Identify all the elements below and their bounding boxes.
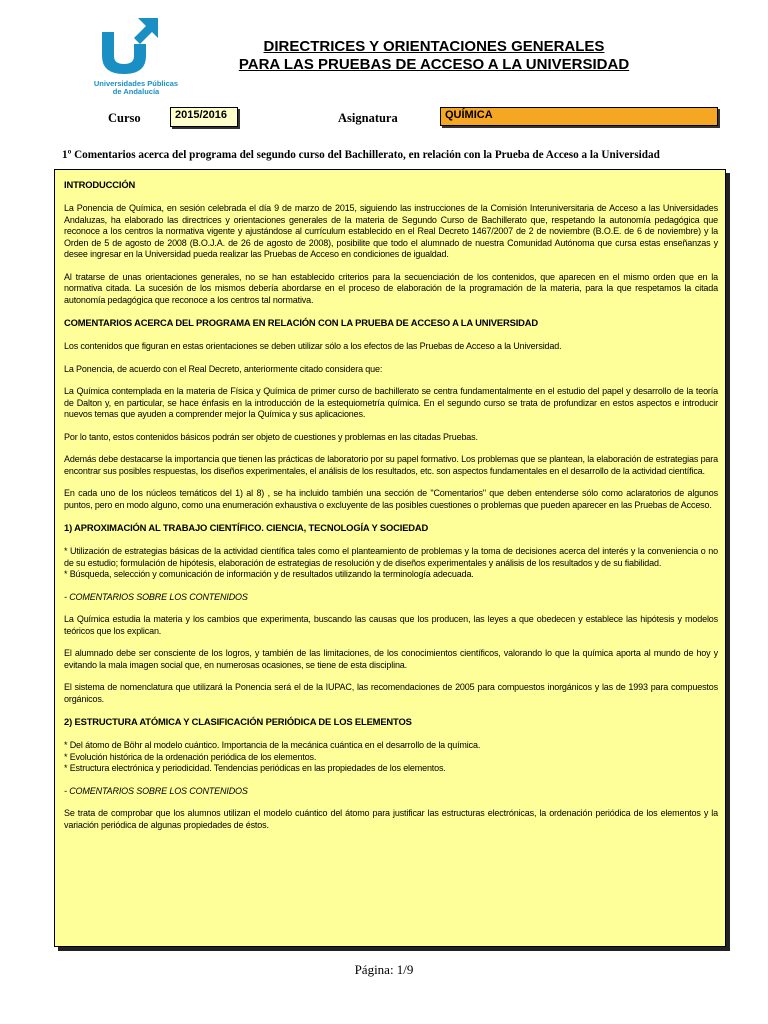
content-heading: COMENTARIOS ACERCA DEL PROGRAMA EN RELACIÓN CON LA PRUEBA DE ACCESO A LA UNIVERSIDAD <box>64 317 539 328</box>
title-line-2: PARA LAS PRUEBAS DE ACCESO A LA UNIVERSIDAD <box>238 56 630 73</box>
content-heading: 2) ESTRUCTURA ATÓMICA Y CLASIFICACIÓN PERIÓDICA DE LOS ELEMENTOS <box>64 716 412 727</box>
content-paragraph: El alumnado debe ser consciente de los logros, y también de las limitaciones, de los conocimientos científicos, valorando lo que la química aporta al mundo de hoy y evitando la mala imagen social que, en numerosas ocasiones, se tiene de esta disciplina. <box>64 648 718 670</box>
content-paragraph: Por lo tanto, estos contenidos básicos podrán ser objeto de cuestiones y problemas en las citadas Pruebas. <box>64 431 478 442</box>
course-label: Curso <box>108 111 141 125</box>
content-paragraph: Al tratarse de unas orientaciones generales, no se han establecido criterios para la secuenciación de los contenidos, que aparecen en el mismo orden que en la normativa citada. La sucesión de los mismos debería abordarse en el proceso de elaboración de la programación de la materia, para la que respetamos la citada autonomía pedagógica que reconoce a los centros tal normativa. <box>64 271 718 305</box>
title-line-1: DIRECTRICES Y ORIENTACIONES GENERALES <box>263 38 605 55</box>
comments-subheading: - COMENTARIOS SOBRE LOS CONTENIDOS <box>64 591 248 602</box>
content-paragraph: Se trata de comprobar que los alumnos utilizan el modelo cuántico del átomo para justificar las estructuras electrónicas, la ordenación periódica de los elementos y la variación periódica de algunas propiedades de éstos. <box>64 808 718 830</box>
universidades-andalucia-logo <box>88 14 179 100</box>
content-paragraph: El sistema de nomenclatura que utilizará la Ponencia será el de la IUPAC, las recomendaciones de 2005 para compuestos inorgánicos y las de 1993 para compuestos orgánicos. <box>64 682 718 704</box>
subject-value-box: QUÍMICA <box>440 107 718 126</box>
content-paragraph: Los contenidos que figuran en estas orientaciones se deben utilizar sólo a los efectos de las Pruebas de Acceso a la Universidad. <box>64 341 562 351</box>
content-paragraph: La Química estudia la materia y los cambios que experimenta, buscando las causas que los producen, las leyes a que obedecen y establece las hipótesis y modelos teóricos que los explican. <box>64 614 718 636</box>
subject-label: Asignatura <box>338 111 398 125</box>
page-number: Página: 1/9 <box>354 962 414 977</box>
content-paragraph: * Utilización de estrategias básicas de la actividad científica tales como el planteamiento de problemas y la toma de decisiones acerca del interés y la conveniencia o no de su estudio; formulación de hipótesis, elaboración de estrategias de resolución y de diseños experimentales y análisis de los resultados y de su fiabilidad. * Búsqueda, selección y comunicación de información y de resultados utilizando la terminología adecuada. <box>64 546 718 579</box>
content-paragraph: En cada uno de los núcleos temáticos del 1) al 8) , se ha incluido también una sección de "Comentarios" que deben entenderse sólo como aclaratorios de algunos puntos, pero en modo alguno, como una enumeración exhaustiva o excluyente de las posibles cuestiones o problemas que pueden aparecer en las Pruebas de Acceso. <box>64 488 718 510</box>
content-paragraph: Además debe destacarse la importancia que tienen las prácticas de laboratorio por su papel formativo. Los problemas que se plantean, la elaboración de estrategias para encontrar sus posibles respuestas, los diseños experimentales, el análisis de los resultados, etc. son aspectos fundamentales en el desarrollo de la actividad científica. <box>64 454 718 476</box>
logo-text: Universidades Públicas de Andalucía <box>93 79 179 96</box>
comments-subheading: - COMENTARIOS SOBRE LOS CONTENIDOS <box>64 785 248 796</box>
content-paragraph: La Química contemplada en la materia de Física y Química de primer curso de bachillerato se centra fundamentalmente en el estudio del papel y desarrollo de la teoría de Dalton y, en particular, se hace énfasis en la introducción de la estequiometría química. En el segundo curso se trata de profundizar en estos aspectos e introducir nuevos temas que ayuden a comprender mejor la Química y sus aplicaciones. <box>64 386 718 419</box>
content-paragraph: La Ponencia, de acuerdo con el Real Decreto, anteriormente citado considera que: <box>64 363 383 374</box>
section-heading: 1º Comentarios acerca del programa del segundo curso del Bachillerato, en relación con la Prueba de Acceso a la Universidad <box>62 149 660 161</box>
course-value-box: 2015/2016 <box>170 107 238 127</box>
content-paragraph: * Del átomo de Böhr al modelo cuántico. Importancia de la mecánica cuántica en el desarrollo de la química. * Evolución histórica de la ordenación periódica de los elementos. * Estructura electrónica y periodicidad. Tendencias periódicas en las propiedades de los elementos. <box>64 740 481 773</box>
content-paragraph: La Ponencia de Química, en sesión celebrada el día 9 de marzo de 2015, siguiendo las instrucciones de la Comisión Interuniversitaria de Acceso a las Universidades Andaluzas, ha elaborado las directrices y orientaciones generales de la materia de Segundo Curso de Bachillerato que, respetando la autonomía pedagógica que reconoce a los centros la normativa vigente y ajustándose al currículum establecido en el Real Decreto 1467/2007 de 2 de noviembre (B.O.E. de 6 de noviembre) y la Orden de 5 de agosto de 2008 (B.O.J.A. de 26 de agosto de 2008), posibilite que todo el alumnado de nuestra Comunidad Autónoma que cursa estas enseñanzas y desee ingresar en la Universidad pueda realizar las Pruebas de Acceso en condiciones de igualdad. <box>64 203 718 259</box>
content-heading: 1) APROXIMACIÓN AL TRABAJO CIENTÍFICO. CIENCIA, TECNOLOGÍA Y SOCIEDAD <box>64 522 429 533</box>
u-logo-icon <box>94 14 164 78</box>
content-heading: INTRODUCCIÓN <box>64 179 136 190</box>
content-box <box>54 169 726 947</box>
document-title <box>230 38 638 74</box>
